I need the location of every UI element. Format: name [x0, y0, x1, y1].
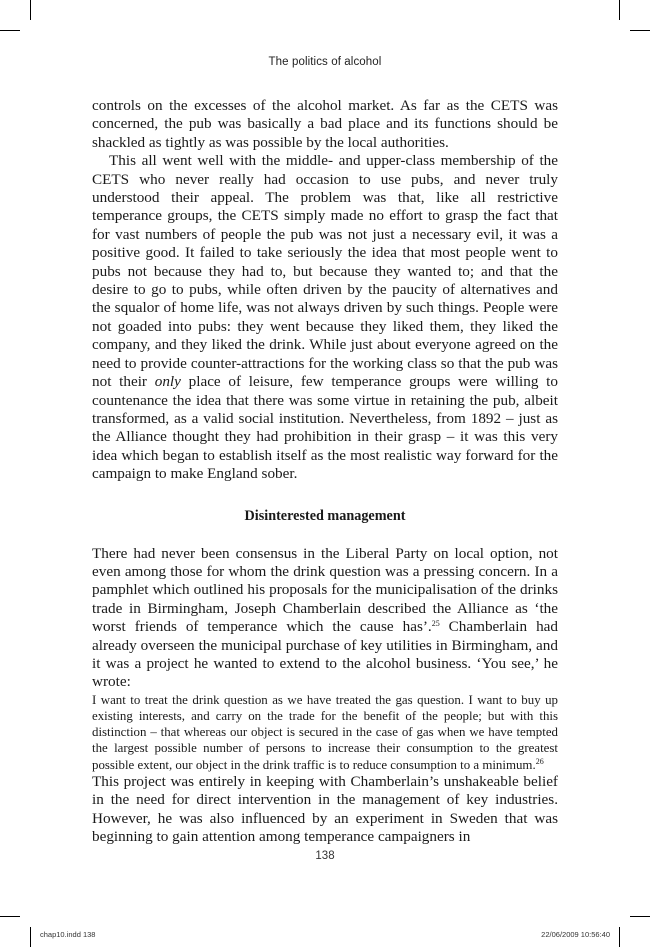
crop-mark-bottom-left-horizontal: [0, 916, 20, 917]
crop-mark-top-right-horizontal: [630, 30, 650, 31]
page-number: 138: [315, 850, 335, 862]
crop-mark-bottom-right-horizontal: [630, 916, 650, 917]
paragraph-1: controls on the excesses of the alcohol market. As far as the CETS was concerned, the pub was basically a bad place and its functions should be shackled as tightly as was possible by the local authorities.: [92, 97, 558, 151]
paragraph-2-text-a: This all went well with the middle- and upper-class membership of the CETS who never really had occasion to use pubs, and never truly understood their appeal. The problem was that, like all restrictive temperance groups, the CETS simply made no effort to grasp the fact that for vast numbers of people the pub was not just a necessary evil, it was a positive good. It failed to take seriously the idea that most people went to pubs not because they had to, but because they wanted to; and that the desire to go to pubs, while often driven by the paucity of alternatives and the squalor of home life, was not always driven by such things. People were not goaded into pubs: they went because they liked them, they liked the company, and they liked the drink. While just about everyone agreed on the need to provide counter-attractions for the working class so that the pub was not their: [92, 152, 558, 391]
paragraph-3-text-b: Chamberlain had already overseen the municipal purchase of key utilities in Birmingham, and it was a project he wanted to extend to the alcohol business. ‘You see,’ he wrote:: [92, 618, 558, 691]
slug-timestamp: 22/06/2009 10:56:40: [541, 930, 610, 939]
crop-mark-bottom-right-vertical: [619, 927, 620, 947]
paragraph-2-text-b: place of leisure, few temperance groups were willing to countenance the idea that there was some virtue in retaining the pub, albeit transformed, as a valid social institution. Nevertheless, from 1892 – just as the Alliance thought they had prohibition in their grasp – it was this very idea which began to establish itself as the most realistic way forward for the campaign to make England sober.: [92, 373, 558, 483]
section-heading: Disinterested management: [244, 507, 406, 524]
slug-filename: chap10.indd 138: [40, 930, 96, 939]
block-quote-text: I want to treat the drink question as we have treated the gas question. I want to buy up existing interests, and carry on the trade for the benefit of the people; but with this distinction – that whereas our object is secured in the case of gas when we have tempted the largest possible number of persons to increase their consumption to the greatest possible extent, our object in the drink traffic is to reduce consumption to a minimum.: [92, 692, 558, 772]
footnote-ref-26: 26: [535, 756, 544, 766]
paragraph-3: [92, 545, 558, 692]
block-quote: [92, 692, 558, 773]
paragraph-4: This project was entirely in keeping with Chamberlain’s unshakeable belief in the need for direct intervention in the management of key industries. However, he was also influenced by an experiment in Sweden that was beginning to gain attention among temperance campaigners in: [92, 772, 558, 846]
footnote-ref-25: 25: [431, 619, 440, 629]
crop-mark-top-left-horizontal: [0, 30, 20, 31]
paragraph-2: [92, 152, 558, 483]
paragraph-2-emphasis: only: [154, 373, 181, 391]
running-head: The politics of alcohol: [268, 56, 382, 68]
crop-mark-top-left-vertical: [30, 0, 31, 20]
paragraph-3-text-a: There had never been consensus in the Liberal Party on local option, not even among those for whom the drink question was a pressing concern. In a pamphlet which outlined his proposals for the municipalisation of the drinks trade in Birmingham, Joseph Chamberlain described the Alliance as ‘the worst friends of temperance which the cause has’.: [92, 544, 558, 636]
crop-mark-bottom-left-vertical: [30, 927, 31, 947]
body-text: [92, 97, 558, 846]
crop-mark-top-right-vertical: [619, 0, 620, 20]
